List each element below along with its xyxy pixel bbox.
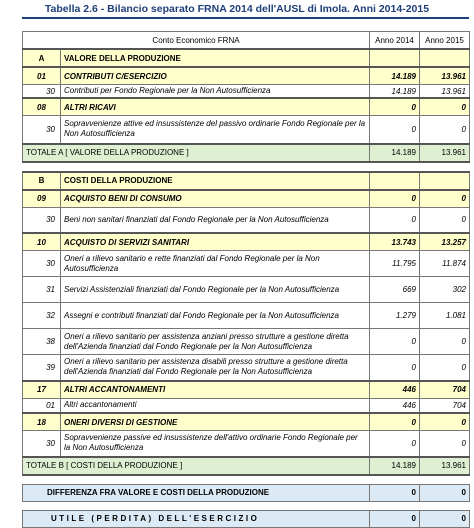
category-code: 01 (23, 67, 61, 85)
value-2014: 14.189 (370, 67, 420, 85)
value-2015: 704 (420, 398, 470, 413)
line-code: 01 (23, 398, 61, 413)
category-label: ACQUISTO BENI DI CONSUMO (61, 190, 370, 208)
difference-label: DIFFERENZA FRA VALORE E COSTI DELLA PRODUZIONE (23, 484, 370, 501)
category-label: ACQUISTO DI SERVIZI SANITARI (61, 233, 370, 251)
value-2015: 0 (420, 98, 470, 116)
line-label: Oneri a rilievo sanitario e rette finanziati dal Fondo Regionale per la Non Autosufficienza (61, 251, 370, 277)
section-label: VALORE DELLA PRODUZIONE (61, 49, 370, 67)
value-2015: 11.874 (420, 251, 470, 277)
value-2015: 0 (420, 510, 470, 527)
category-label: ONERI DIVERSI DI GESTIONE (61, 413, 370, 431)
value-2015: 0 (420, 484, 470, 501)
category-row (23, 190, 470, 208)
line-item-row (23, 329, 470, 355)
total-a-row (23, 144, 470, 162)
category-code: 18 (23, 413, 61, 431)
value-2015: 13.961 (420, 457, 470, 475)
line-item-row (23, 303, 470, 329)
line-item-row (23, 251, 470, 277)
value-2014: 1.279 (370, 303, 420, 329)
value-2015: 13.961 (420, 144, 470, 162)
category-row (23, 233, 470, 251)
line-item-row (23, 398, 470, 413)
difference-row (23, 484, 470, 501)
spacer-row (23, 162, 470, 172)
value-2015: 0 (420, 355, 470, 381)
category-label: ALTRI RICAVI (61, 98, 370, 116)
value-2014: 14.189 (370, 457, 420, 475)
line-code: 32 (23, 303, 61, 329)
value-2015: 0 (420, 116, 470, 144)
section-b-row (23, 172, 470, 190)
table-title: Tabella 2.6 - Bilancio separato FRNA 2014 dell'AUSL di Imola. Anni 2014-2015 (44, 3, 430, 15)
line-item-row (23, 85, 470, 99)
title-underline (22, 17, 469, 19)
line-item-row (23, 431, 470, 457)
value-2014: 0 (370, 329, 420, 355)
header-conto: Conto Economico FRNA (23, 32, 370, 50)
value-2015: 0 (420, 413, 470, 431)
budget-table (22, 31, 470, 528)
value-2014: 446 (370, 381, 420, 399)
value-2015: 13.961 (420, 85, 470, 99)
header-2015: Anno 2015 (420, 32, 470, 50)
table-header-row (23, 32, 470, 50)
line-label: Altri accantonamenti (61, 398, 370, 413)
line-label: Sopravvenienze passive ed insussistenze dell'attivo ordinarie Fondo Regionale per la Non Autosufficienza (61, 431, 370, 457)
category-code: 08 (23, 98, 61, 116)
line-code: 39 (23, 355, 61, 381)
header-2014: Anno 2014 (370, 32, 420, 50)
total-label: TOTALE B [ COSTI DELLA PRODUZIONE ] (23, 457, 370, 475)
total-label: TOTALE A [ VALORE DELLA PRODUZIONE ] (23, 144, 370, 162)
value-2014: 446 (370, 398, 420, 413)
value-2014: 0 (370, 510, 420, 527)
category-row (23, 67, 470, 85)
line-code: 30 (23, 431, 61, 457)
line-label: Contributi per Fondo Regionale per la Non Autosufficienza (61, 85, 370, 99)
line-label: Oneri a rilievo sanitario per assistenza anziani presso strutture a gestione diretta dell'Azienda finanziati dal Fondo Regionale per la Non Autosufficienza (61, 329, 370, 355)
value-2015: 302 (420, 277, 470, 303)
value-2015: 0 (420, 431, 470, 457)
value-2014: 669 (370, 277, 420, 303)
section-code: A (23, 49, 61, 67)
line-code: 30 (23, 251, 61, 277)
category-label: ALTRI ACCANTONAMENTI (61, 381, 370, 399)
category-code: 17 (23, 381, 61, 399)
value-2015: 0 (420, 190, 470, 208)
value-2014: 0 (370, 413, 420, 431)
value-2014: 14.189 (370, 144, 420, 162)
value-2015: 1.081 (420, 303, 470, 329)
category-label: CONTRIBUTI C/ESERCIZIO (61, 67, 370, 85)
value-2014: 0 (370, 355, 420, 381)
category-code: 10 (23, 233, 61, 251)
line-code: 30 (23, 85, 61, 99)
utile-label: UTILE (PERDITA) DELL'ESERCIZIO (23, 510, 370, 527)
line-label: Beni non sanitari finanziati dal Fondo Regionale per la Non Autosufficienza (61, 207, 370, 233)
category-row (23, 413, 470, 431)
value-2015: 0 (420, 207, 470, 233)
value-2014: 13.743 (370, 233, 420, 251)
line-label: Assegni e contributi finanziati dal Fondo Regionale per la Non Autosufficienza (61, 303, 370, 329)
value-2014: 0 (370, 207, 420, 233)
line-label: Sopravvenienze attive ed insussistenze del passivo ordinarie Fondo Regionale per la Non Autosufficienza (61, 116, 370, 144)
line-code: 38 (23, 329, 61, 355)
line-code: 31 (23, 277, 61, 303)
value-2014: 0 (370, 431, 420, 457)
line-item-row (23, 207, 470, 233)
value-2015: 704 (420, 381, 470, 399)
value-2014: 0 (370, 484, 420, 501)
spacer-row (23, 501, 470, 510)
line-code: 30 (23, 116, 61, 144)
value-2014: 14.189 (370, 85, 420, 99)
line-label: Oneri a rilievo sanitario per assistenza disabili presso strutture a gestione diretta dell'Azienda finanziati dal Fondo Regionale per la Non Autosufficienza (61, 355, 370, 381)
line-item-row (23, 116, 470, 144)
value-2015: 13.961 (420, 67, 470, 85)
value-2015: 13.257 (420, 233, 470, 251)
utile-row (23, 510, 470, 527)
category-row (23, 381, 470, 399)
total-b-row (23, 457, 470, 475)
value-2014: 0 (370, 190, 420, 208)
line-item-row (23, 277, 470, 303)
value-2014: 0 (370, 116, 420, 144)
value-2014: 11.795 (370, 251, 420, 277)
line-item-row (23, 355, 470, 381)
section-label: COSTI DELLA PRODUZIONE (61, 172, 370, 190)
value-2015: 0 (420, 329, 470, 355)
line-label: Servizi Assistenziali finanziati dal Fondo Regionale per la Non Autosufficienza (61, 277, 370, 303)
category-row (23, 98, 470, 116)
category-code: 09 (23, 190, 61, 208)
value-2014: 0 (370, 98, 420, 116)
section-code: B (23, 172, 61, 190)
spacer-row (23, 475, 470, 485)
line-code: 30 (23, 207, 61, 233)
section-a-row (23, 49, 470, 67)
